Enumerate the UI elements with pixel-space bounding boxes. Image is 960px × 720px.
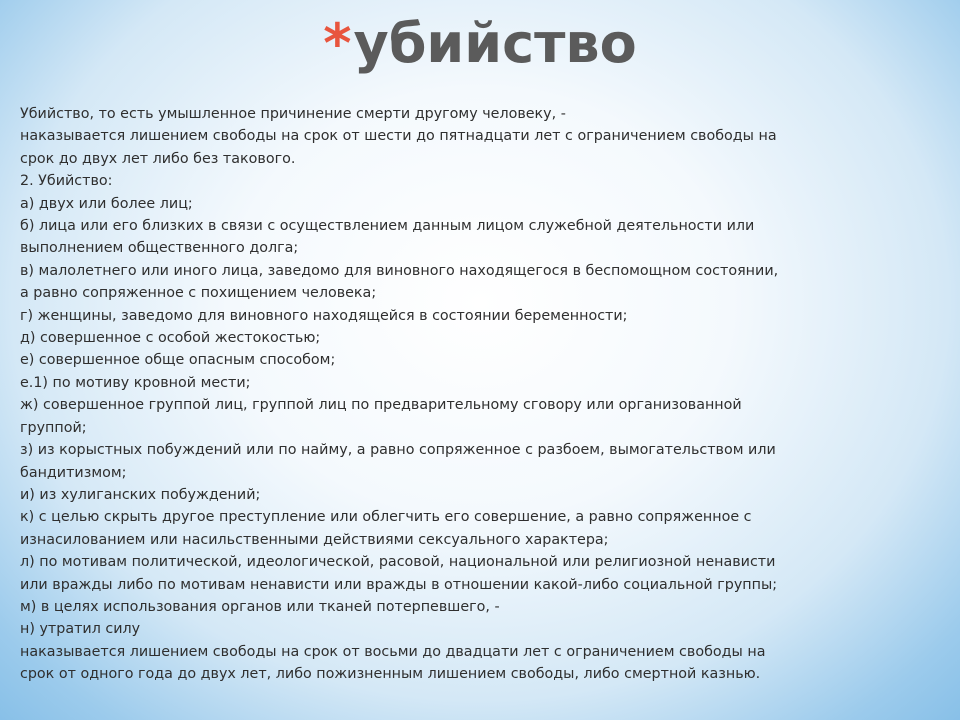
text-line: ж) совершенное группой лиц, группой лиц по предварительному сговору или организованной	[20, 397, 742, 414]
article-text	[20, 103, 950, 686]
text-line: наказывается лишением свободы на срок от восьми до двадцати лет с ограничением свободы на	[20, 643, 766, 660]
text-line: а равно сопряженное с похищением человека;	[20, 285, 377, 302]
text-line: группой;	[20, 419, 87, 436]
text-line: е.1) по мотиву кровной мести;	[20, 374, 251, 391]
text-line: и) из хулиганских побуждений;	[20, 486, 261, 503]
text-line: 2. Убийство:	[20, 173, 113, 190]
title-text: убийство	[353, 12, 637, 75]
text-line: е) совершенное обще опасным способом;	[20, 352, 336, 369]
text-line: выполнением общественного долга;	[20, 240, 299, 257]
text-line: к) с целью скрыть другое преступление или облегчить его совершение, а равно сопряженное с	[20, 509, 752, 526]
text-line: наказывается лишением свободы на срок от шести до пятнадцати лет с ограничением свободы на	[20, 128, 777, 145]
text-line: н) утратил силу	[20, 621, 141, 638]
text-line: срок от одного года до двух лет, либо пожизненным лишением свободы, либо смертной казнью.	[20, 666, 761, 683]
text-line: изнасилованием или насильственными действиями сексуального характера;	[20, 531, 609, 548]
text-line: срок до двух лет либо без такового.	[20, 150, 296, 167]
text-line: л) по мотивам политической, идеологической, расовой, национальной или религиозной ненависти	[20, 554, 776, 571]
text-line: б) лица или его близких в связи с осуществлением данным лицом служебной деятельности или	[20, 218, 755, 235]
text-line: г) женщины, заведомо для виновного находящейся в состоянии беременности;	[20, 307, 628, 324]
text-line: а) двух или более лиц;	[20, 195, 193, 212]
text-line: бандитизмом;	[20, 464, 127, 481]
title-asterisk: *	[323, 12, 352, 75]
text-line: д) совершенное с особой жестокостью;	[20, 330, 321, 347]
text-line: з) из корыстных побуждений или по найму, а равно сопряженное с разбоем, вымогательством или	[20, 442, 776, 459]
text-line: Убийство, то есть умышленное причинение смерти другому человеку, -	[20, 106, 566, 122]
text-line: или вражды либо по мотивам ненависти или вражды в отношении какой-либо социальной группы;	[20, 576, 778, 593]
text-line: м) в целях использования органов или тканей потерпевшего, -	[20, 598, 500, 615]
slide-title	[0, 4, 960, 84]
text-line: в) малолетнего или иного лица, заведомо для виновного находящегося в беспомощном состоянии,	[20, 262, 779, 279]
